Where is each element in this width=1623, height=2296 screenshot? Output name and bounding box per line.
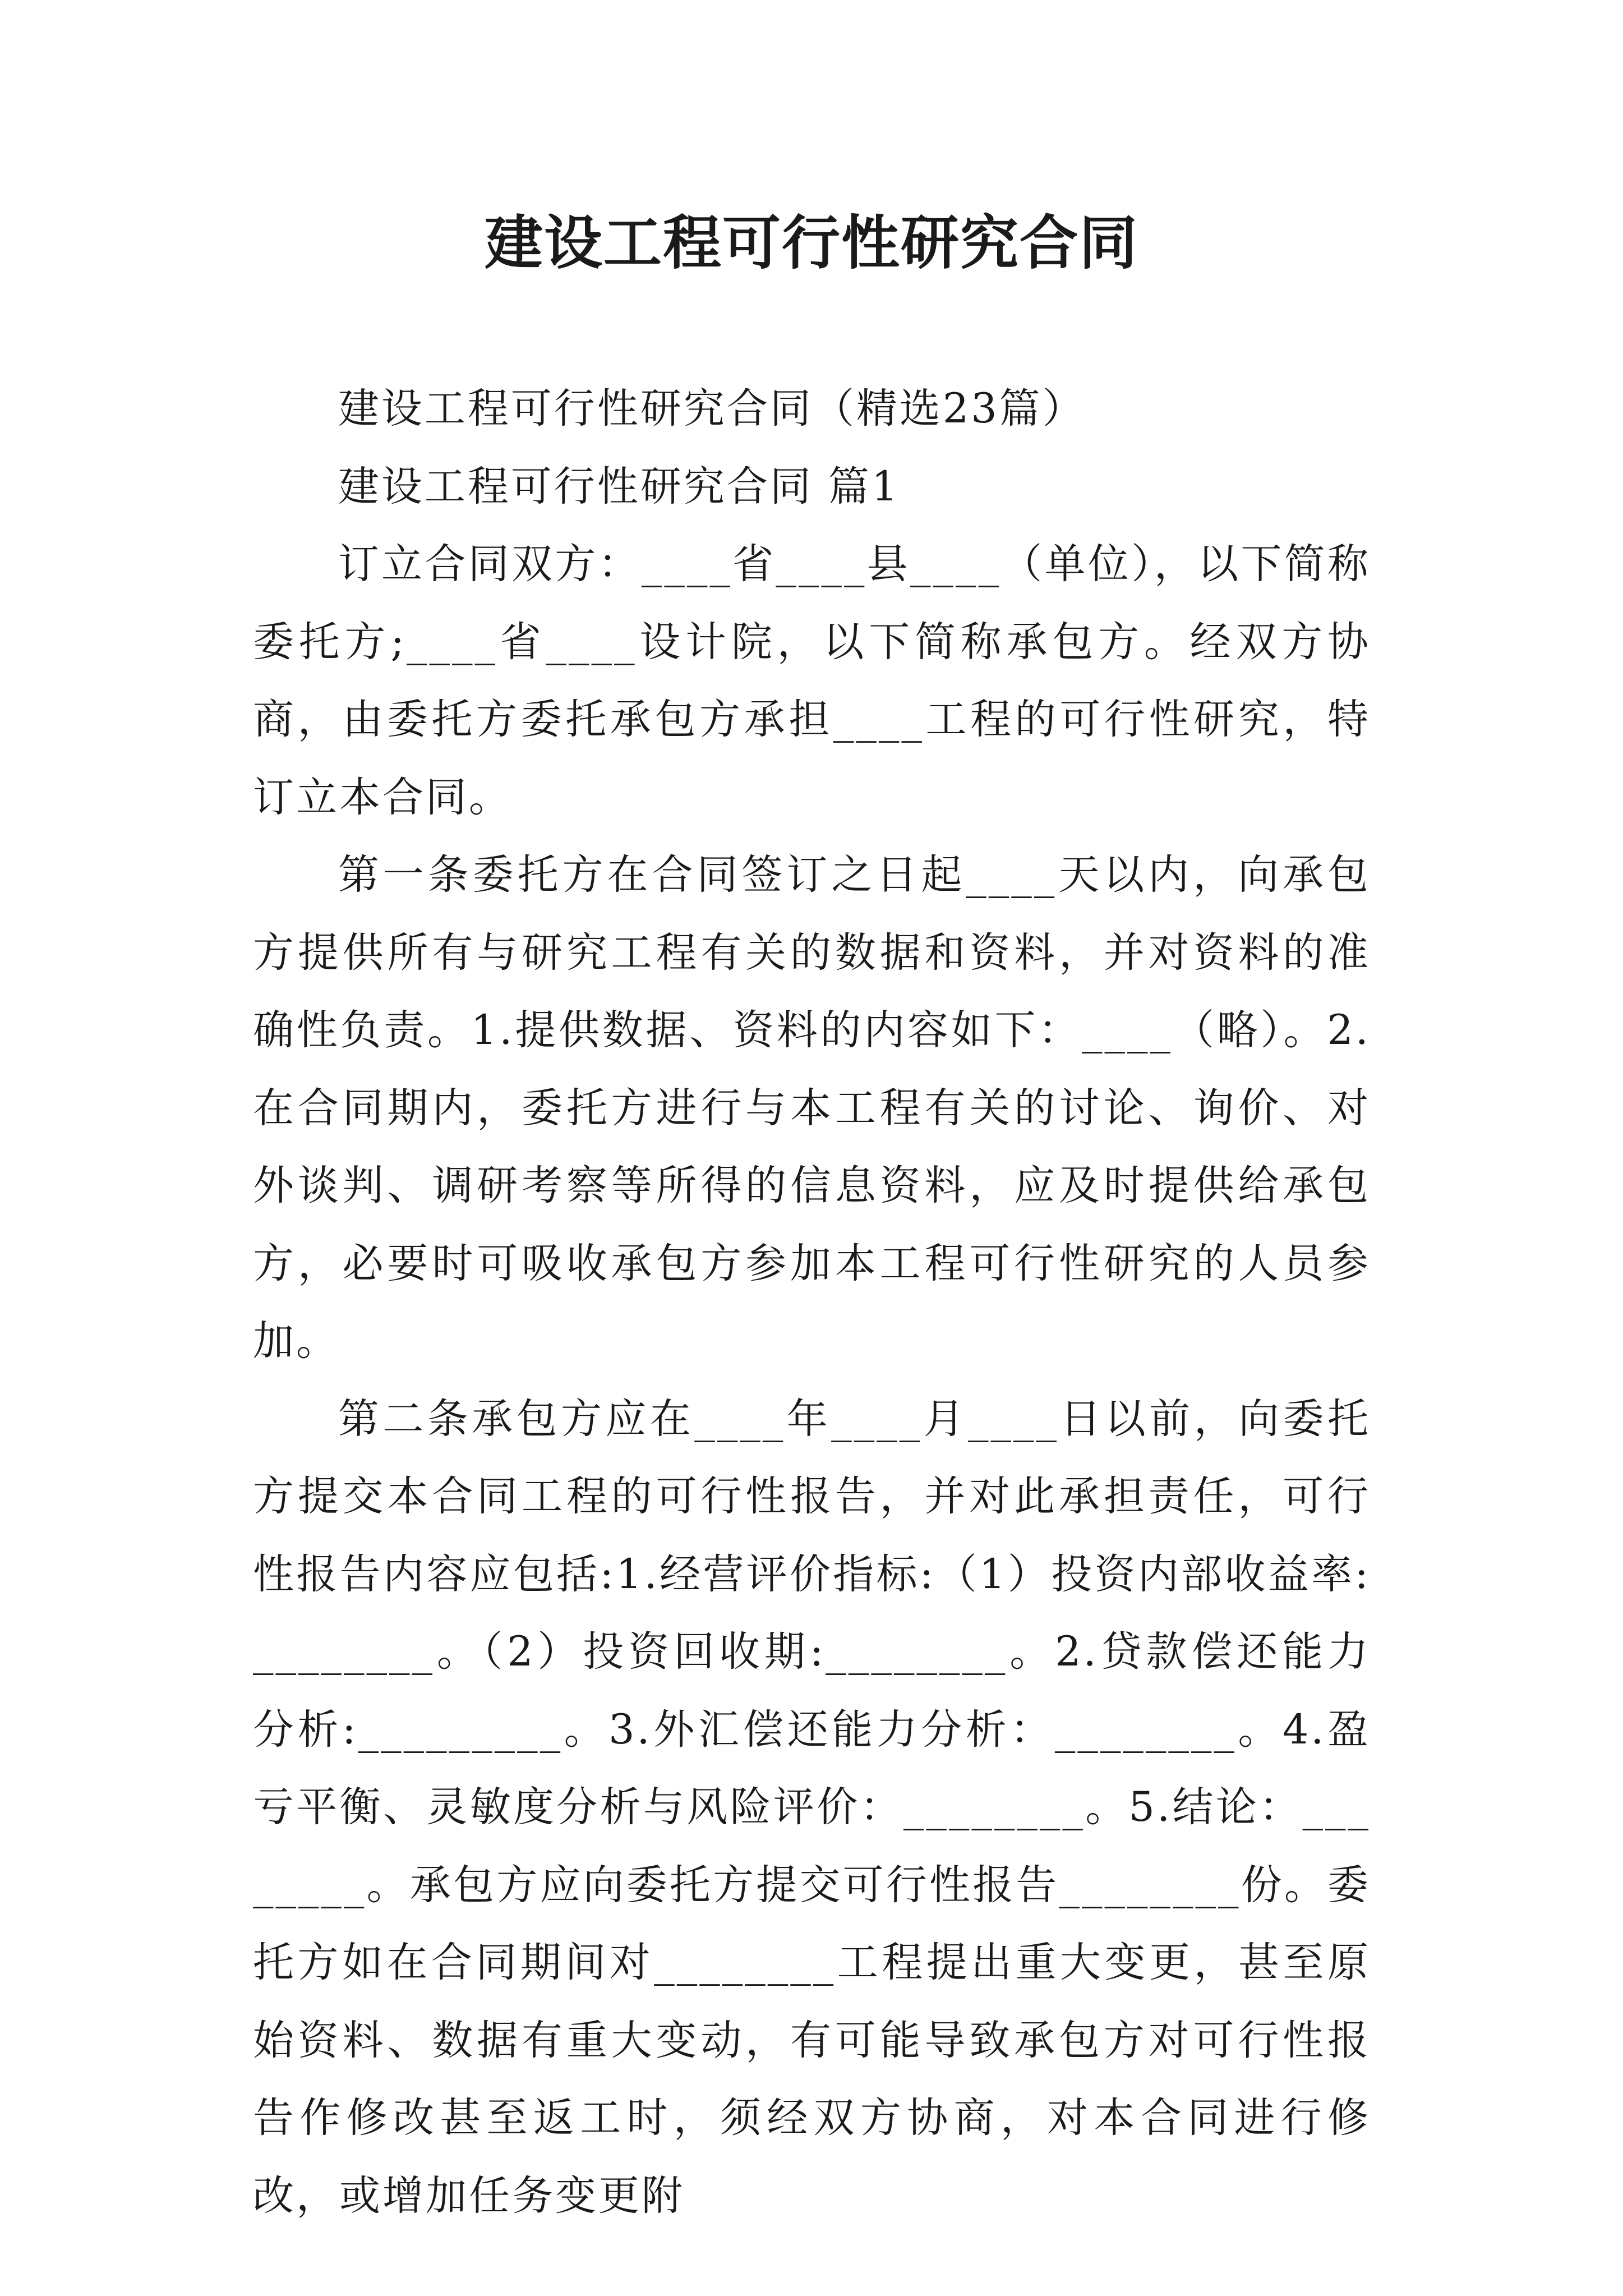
document-title: 建设工程可行性研究合同 (484, 209, 1138, 277)
contract-parties-paragraph: 订立合同双方：____省____县____（单位），以下简称委托方;____省____设计院，以下简称承包方。经双方协商，由委托方委托承包方承担____工程的可行性研究，特订立本合同。 (253, 540, 1371, 821)
article-one-paragraph: 第一条委托方在合同签订之日起____天以内，向承包方提供所有与研究工程有关的数据和资料，并对资料的准确性负责。1.提供数据、资料的内容如下：____（略）。2.在合同期内，委托方进行与本工程有关的讨论、询价、对外谈判、调研考察等所得的信息资料，应及时提供给承包方，必要时可吸收承包方参加本工程可行性研究的人员参加。 (253, 851, 1371, 1365)
document-body (253, 370, 1371, 2235)
article-two-paragraph: 第二条承包方应在____年____月____日以前，向委托方提交本合同工程的可行性报告，并对此承担责任，可行性报告内容应包括:1.经营评价指标:（1）投资内部收益率:________。（2）投资回收期:________。2.贷款偿还能力分析:_________。3.外汇偿还能力分析：________。4.盈亏平衡、灵敏度分析与风险评价：________。5.结论：________。承包方应向委托方提交可行性报告________份。委托方如在合同期间对________工程提出重大变更，甚至原始资料、数据有重大变动，有可能导致承包方对可行性报告作修改甚至返工时，须经双方协商，对本合同进行修改，或增加任务变更附 (253, 1395, 1371, 2220)
section-heading: 建设工程可行性研究合同 篇1 (338, 462, 900, 510)
document-subtitle: 建设工程可行性研究合同（精选23篇） (338, 385, 1086, 432)
